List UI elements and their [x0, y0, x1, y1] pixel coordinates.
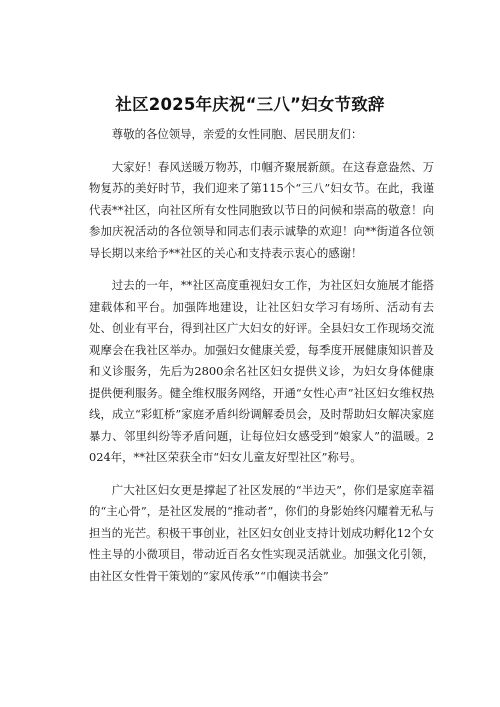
paragraph-greeting: 大家好！春风送暖万物苏，巾帼齐聚展新颜。在这春意盎然、万物复苏的美好时节，我们迎来了第115个“三八”妇女节。在此，我谨代表**社区，向社区所有女性同胞致以节日的问候和崇高的敬意！向参加庆祝活动的各位领导和同志们表示诚挚的欢迎！向**街道各位领导长期以来给予**社区的关心和支持表示衷心的感谢！	[89, 159, 434, 260]
document-title: 社区2025年庆祝“三八”妇女节致辞	[115, 95, 385, 114]
paragraph-achievements: 过去的一年，**社区高度重视妇女工作，为社区妇女施展才能搭建载体和平台。加强阵地建设，让社区妇女学习有场所、活动有去处、创业有平台，得到社区广大妇女的好评。全县妇女工作现场交流观摩会在我社区举办。加强妇女健康关爱，每季度开展健康知识普及和义诊服务，先后为2800余名社区妇女提供义诊，为妇女身体健康提供便利服务。健全维权服务网络，开通“女性心声”社区妇女维权热线，成立“彩虹桥”家庭矛盾纠纷调解委员会，及时帮助妇女解决家庭暴力、邻里纠纷等矛盾问题，让每位妇女感受到“娘家人”的温暖。2024年，**社区荣获全市“妇女儿童友好型社区”称号。	[89, 278, 434, 464]
document-body	[89, 124, 434, 587]
salutation: 尊敬的各位领导，亲爱的女性同胞、居民朋友们：	[111, 127, 363, 141]
paragraph-women-contribution: 广大社区妇女更是撑起了社区发展的“半边天”，你们是家庭幸福的“主心骨”，是社区发展的“推动者”，你们的身影始终闪耀着无私与担当的光芒。积极干事创业，社区妇女创业支持计划成功孵化12个女性主导的小微项目，带动近百名女性实现灵活就业。加强文化引领，由社区女性骨干策划的“家风传承”“巾帼读书会”	[89, 482, 434, 583]
